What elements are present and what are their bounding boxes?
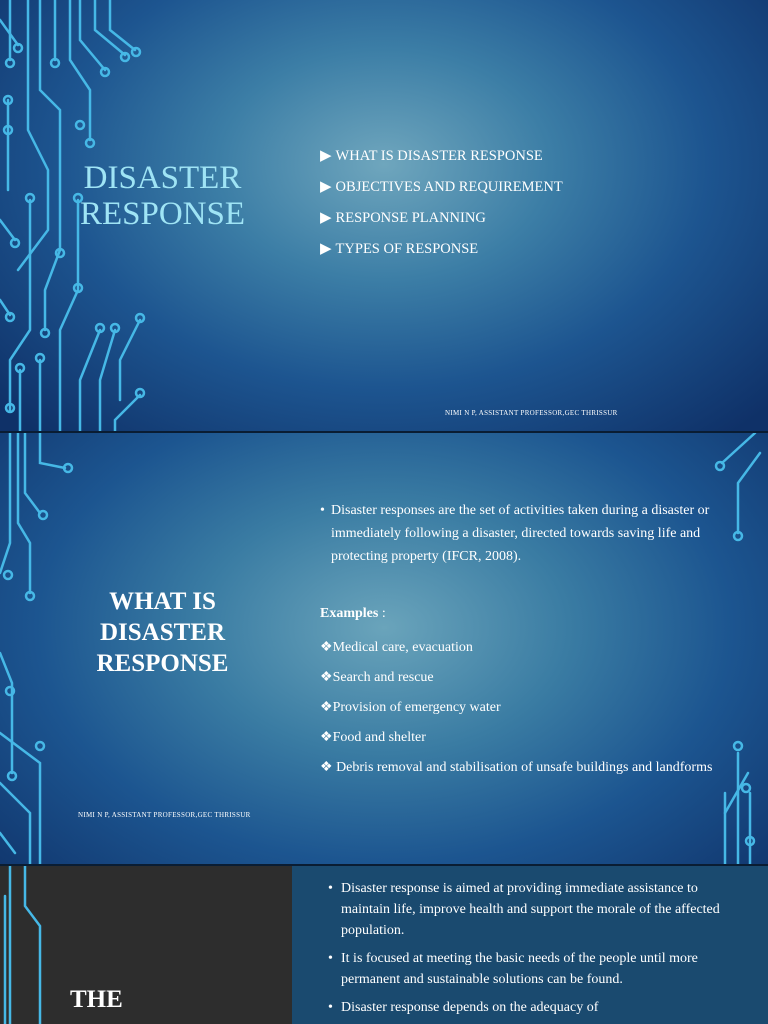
list-item: • Disaster response is aimed at providing immediate assistance to maintain life, improve health and support the morale of the affected population.	[328, 878, 728, 941]
list-item: ❖ Debris removal and stabilisation of unsafe buildings and landforms	[320, 760, 713, 775]
circuit-decoration-left	[0, 866, 80, 1024]
table-of-contents	[320, 144, 563, 268]
bullet-icon: •	[328, 951, 333, 966]
slide-2-title: WHAT IS DISASTER RESPONSE	[96, 588, 229, 677]
list-item: • It is focused at meeting the basic needs of the people until more permanent and sustainable solutions can be found.	[328, 948, 728, 990]
examples-heading: Examples :	[320, 606, 386, 621]
triangle-bullet-icon: ▶	[320, 241, 332, 257]
toc-item: ▶ RESPONSE PLANNING	[320, 206, 563, 237]
slide-3-bullets	[328, 878, 728, 1024]
diamond-bullet-icon: ❖	[320, 730, 333, 745]
slide-2-footer: NIMI N P, ASSISTANT PROFESSOR,GEC THRISSUR	[78, 811, 251, 819]
slide-3-title: THE	[70, 986, 123, 1013]
slide-1	[0, 0, 768, 433]
diamond-bullet-icon: ❖	[320, 700, 333, 715]
triangle-bullet-icon: ▶	[320, 148, 332, 164]
slide-2	[0, 433, 768, 866]
toc-item: ▶ WHAT IS DISASTER RESPONSE	[320, 144, 563, 175]
triangle-bullet-icon: ▶	[320, 210, 332, 226]
diamond-bullet-icon: ❖	[320, 640, 333, 655]
slide-1-footer: NIMI N P, ASSISTANT PROFESSOR,GEC THRISSUR	[445, 409, 618, 417]
diamond-bullet-icon: ❖	[320, 670, 333, 685]
list-item: ❖Medical care, evacuation	[320, 640, 473, 655]
slide-1-title: DISASTER RESPONSE	[79, 160, 246, 232]
examples-list	[320, 636, 720, 786]
toc-item: ▶ OBJECTIVES AND REQUIREMENT	[320, 175, 563, 206]
toc-item: ▶ TYPES OF RESPONSE	[320, 237, 563, 268]
list-item: • Disaster response depends on the adequacy of	[328, 997, 728, 1018]
slide-3-left-panel	[0, 866, 292, 1024]
bullet-icon: •	[328, 1000, 333, 1015]
triangle-bullet-icon: ▶	[320, 179, 332, 195]
diamond-bullet-icon: ❖	[320, 760, 333, 775]
bullet-icon: •	[320, 503, 325, 518]
bullet-icon: •	[328, 881, 333, 896]
definition-paragraph: • Disaster responses are the set of activities taken during a disaster or immediately following a disaster, directed towards saving life and protecting property (IFCR, 2008).	[320, 499, 720, 568]
slide-3	[0, 866, 768, 1024]
list-item: ❖Search and rescue	[320, 670, 434, 685]
list-item: ❖Food and shelter	[320, 730, 426, 745]
list-item: ❖Provision of emergency water	[320, 700, 501, 715]
